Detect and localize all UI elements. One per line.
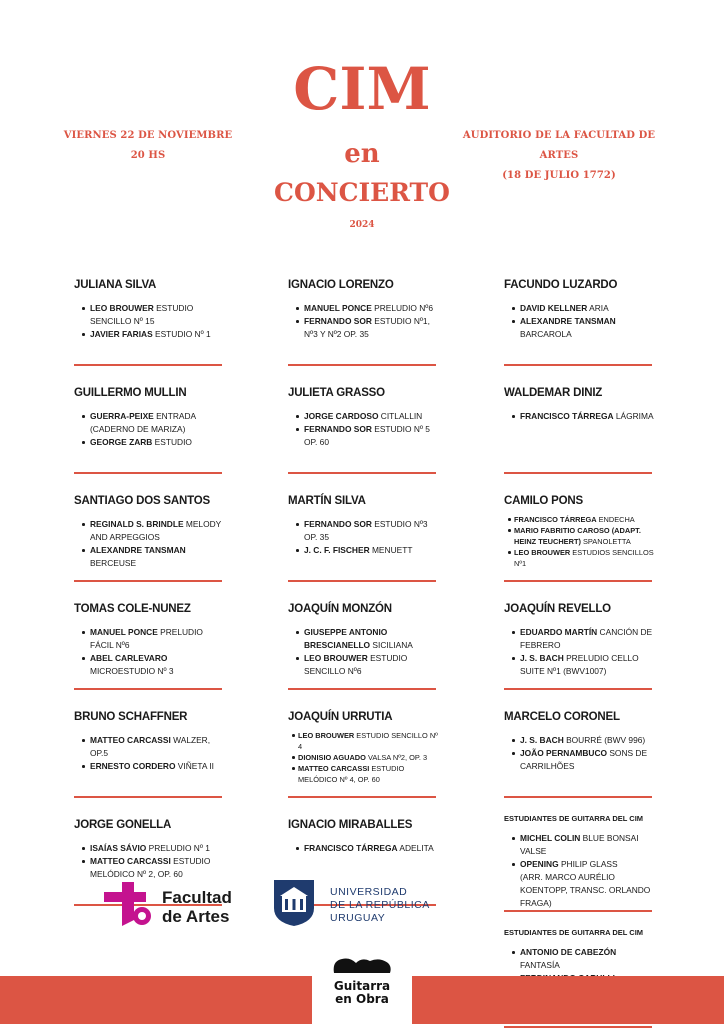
composer-name: FERNANDO SOR (304, 519, 372, 529)
work-title: FANTASÍA (520, 960, 560, 970)
work-title: ESTUDIO SENCILLO Nº6 (304, 653, 408, 676)
divider-rule (504, 1026, 652, 1028)
divider-rule (288, 796, 436, 798)
composer-name: MATTEO CARCASSI (90, 856, 171, 866)
repertoire-item (298, 730, 438, 752)
repertoire-item (304, 626, 438, 652)
fa-line-2: de Artes (162, 907, 230, 926)
performer-name: IGNACIO MIRABALLES (288, 819, 413, 831)
composer-name: MARIO FABRITIO CAROSO (ADAPT. HEINZ TEUCHERT) (514, 526, 641, 546)
composer-name: MICHEL COLIN (520, 833, 581, 843)
performer-name: GUILLERMO MULLIN (74, 387, 187, 399)
performer-block (288, 602, 438, 698)
students-heading: ESTUDIANTES DE GUITARRA DEL CIM (504, 814, 644, 823)
work-title: SPANOLETTA (580, 537, 631, 546)
performer-name: WALDEMAR DINIZ (504, 387, 603, 399)
work-title: MELODY AND ARPEGGIOS (90, 519, 222, 542)
composer-name: JOÃO PERNAMBUCO (520, 748, 608, 758)
divider-rule (504, 910, 652, 912)
work-title: PHILIP GLASS (558, 859, 618, 869)
performer-name: IGNACIO LORENZO (288, 279, 394, 291)
divider-rule (504, 580, 652, 582)
repertoire-item (90, 518, 224, 544)
udelar-line-3: URUGUAY (330, 912, 386, 924)
work-title: BERCEUSE (90, 558, 137, 568)
performer-name: SANTIAGO DOS SANTOS (74, 495, 210, 507)
facultad-de-artes-mark-icon (100, 878, 156, 930)
performer-name: JOAQUÍN MONZÓN (288, 603, 392, 615)
program-column-3 (504, 266, 656, 1036)
program-column-1 (74, 266, 224, 914)
repertoire-item (90, 410, 224, 436)
repertoire-item (520, 626, 656, 652)
composer-name: GIUSEPPE ANTONIO BRESCIANELLO (304, 627, 388, 650)
performer-name: FACUNDO LUZARDO (504, 279, 618, 291)
work-title: ESTUDIO Nº3 OP. 35 (304, 519, 428, 542)
divider-rule (288, 688, 436, 690)
composer-name: DIONISIO AGUADO (298, 753, 366, 762)
composer-name: GUERRA-PEIXE (90, 411, 154, 421)
repertoire-item (514, 514, 656, 525)
repertoire-list (288, 410, 438, 449)
composer-name: FRANCISCO TÁRREGA (304, 843, 398, 853)
repertoire-list (504, 514, 656, 569)
repertoire-item (520, 871, 656, 910)
work-title: BOURRÉ (BWV 996) (563, 735, 646, 745)
work-title: ESTUDIOS SENCILLOS Nº1 (514, 548, 654, 568)
repertoire-list (504, 734, 656, 773)
composer-name: LEO BROUWER (298, 731, 355, 740)
composer-name: FRANCISCO TÁRREGA (514, 515, 597, 524)
program-column-2 (288, 266, 438, 914)
repertoire-item (90, 626, 224, 652)
work-title: ENDECHA (596, 515, 635, 524)
repertoire-item (304, 302, 438, 315)
repertoire-item (90, 652, 224, 678)
repertoire-list (74, 410, 224, 449)
guitarra-line-1: Guitarra (333, 979, 391, 993)
event-date: VIERNES 22 DE NOVIEMBRE (63, 130, 233, 141)
performer-block (288, 494, 438, 590)
title-year: 2024 (349, 220, 375, 230)
work-title: ARIA (587, 303, 609, 313)
repertoire-list (74, 842, 224, 881)
composer-name: J. C. F. FISCHER (304, 545, 370, 555)
work-title: ESTUDIO Nº 5 OP. 60 (304, 424, 430, 447)
repertoire-item (90, 328, 224, 341)
work-title: ESTUDIO MELÓDICO Nº 2, OP. 60 (90, 856, 211, 879)
repertoire-item (520, 302, 656, 315)
udelar-line-2: DE LA REPÚBLICA (330, 899, 430, 911)
guitarra-line-2: en Obra (335, 992, 389, 1006)
composer-name: FERNANDO SOR (304, 316, 372, 326)
repertoire-list (74, 626, 224, 678)
divider-rule (74, 688, 222, 690)
repertoire-item (520, 747, 656, 773)
event-time: 20 HS (130, 150, 166, 161)
composer-name: LEO BROUWER (90, 303, 154, 313)
composer-name: ALEXANDRE TANSMAN (520, 316, 616, 326)
repertoire-item (304, 842, 438, 855)
repertoire-list (288, 730, 438, 785)
udelar-line-1: UNIVERSIDAD (330, 886, 408, 898)
repertoire-item (520, 652, 656, 678)
composer-name: J. S. BACH (520, 653, 564, 663)
composer-name: FERNANDO SOR (304, 424, 372, 434)
repertoire-item (304, 423, 438, 449)
composer-name: MATTEO CARCASSI (90, 735, 171, 745)
divider-rule (74, 364, 222, 366)
performer-name: JULIETA GRASSO (288, 387, 385, 399)
work-title: ESTUDIO MELÓDICO Nº 4, OP. 60 (298, 764, 405, 784)
composer-name: GEORGE ZARB (90, 437, 153, 447)
work-title: SONS DE CARRILHÕES (520, 748, 648, 771)
work-title: ESTUDIO SENCILLO Nº 4 (298, 731, 438, 751)
composer-name: ISAÍAS SÁVIO (90, 843, 147, 853)
work-title: PRELUDIO FÁCIL Nº6 (90, 627, 203, 650)
title-en: en (344, 139, 380, 169)
repertoire-list (74, 518, 224, 570)
composer-name: MANUEL PONCE (90, 627, 158, 637)
composer-name: ABEL CARLEVARO (90, 653, 168, 663)
work-title: (ARR. MARCO AURÉLIO KOENTOPP, TRANSC. ORLANDO FRAGA) (520, 872, 651, 908)
event-venue (452, 126, 666, 186)
work-title: BARCAROLA (520, 329, 572, 339)
work-title: WALZER, OP.5 (90, 735, 211, 758)
work-title: ESTUDIO Nº1, Nº3 Y Nº2 OP. 35 (304, 316, 430, 339)
repertoire-list (288, 842, 438, 855)
composer-name: LEO BROUWER (514, 548, 571, 557)
title-concierto: CONCIERTO (274, 178, 450, 207)
performer-block (74, 602, 224, 698)
repertoire-item (514, 525, 656, 547)
repertoire-item (90, 734, 224, 760)
students-heading: ESTUDIANTES DE GUITARRA DEL CIM (504, 928, 644, 937)
divider-rule (74, 580, 222, 582)
performer-name: BRUNO SCHAFFNER (74, 711, 188, 723)
work-title: MICROESTUDIO Nº 3 (90, 666, 174, 676)
repertoire-item (304, 544, 438, 557)
work-title: VIÑETA II (175, 761, 214, 771)
work-title: ESTUDIO SENCILLO Nº 15 (90, 303, 194, 326)
repertoire-item (298, 752, 438, 763)
venue-name: AUDITORIO DE LA FACULTAD DE ARTES (462, 130, 656, 161)
repertoire-list (74, 302, 224, 341)
composer-name: JORGE CARDOSO (304, 411, 379, 421)
performer-block (74, 710, 224, 806)
composer-name: REGINALD S. BRINDLE (90, 519, 184, 529)
performer-name: MARTÍN SILVA (288, 495, 366, 507)
performer-name: MARCELO CORONEL (504, 711, 620, 723)
performer-name: JULIANA SILVA (74, 279, 157, 291)
repertoire-item (520, 832, 656, 858)
repertoire-item (90, 436, 224, 449)
work-title: ESTUDIO (152, 437, 192, 447)
repertoire-item (90, 302, 224, 328)
students-block (504, 814, 656, 920)
performer-block (504, 710, 656, 806)
composer-name: MANUEL PONCE (304, 303, 372, 313)
repertoire-item (520, 858, 656, 871)
work-title: MENUETT (369, 545, 413, 555)
performer-name: TOMAS COLE-NUNEZ (74, 603, 191, 615)
work-title: LÁGRIMA (613, 411, 654, 421)
performer-block (74, 386, 224, 482)
performer-name: JORGE GONELLA (74, 819, 172, 831)
performer-block (74, 494, 224, 590)
udelar-shield-icon (272, 878, 316, 928)
event-date-time (62, 126, 234, 166)
work-title: ENTRADA (CADERNO DE MARIZA) (90, 411, 196, 434)
repertoire-item (90, 842, 224, 855)
work-title: SICILIANA (370, 640, 413, 650)
composer-name: ERNESTO CORDERO (90, 761, 176, 771)
performer-block (288, 710, 438, 806)
composer-name: JAVIER FARIAS (90, 329, 153, 339)
guitar-shape-icon (330, 955, 394, 975)
repertoire-item (520, 410, 656, 423)
performer-block (504, 602, 656, 698)
repertoire-list (288, 302, 438, 341)
work-title: ESTUDIO Nº 1 (152, 329, 211, 339)
repertoire-item (304, 652, 438, 678)
work-title: PRELUDIO Nº 1 (146, 843, 210, 853)
repertoire-list (288, 626, 438, 678)
work-title: ADELITA (397, 843, 434, 853)
repertoire-item (90, 760, 224, 773)
work-title: CANCIÓN DE FEBRERO (520, 627, 653, 650)
performer-block (504, 494, 656, 590)
work-title: PRELUDIO Nº6 (371, 303, 434, 313)
repertoire-list (504, 410, 656, 423)
repertoire-item (304, 410, 438, 423)
repertoire-item (520, 734, 656, 747)
composer-name: MATTEO CARCASSI (298, 764, 370, 773)
fa-line-1: Facultad (162, 888, 232, 907)
repertoire-list (288, 518, 438, 557)
work-title: BLUE BONSAI VALSE (520, 833, 639, 856)
divider-rule (504, 364, 652, 366)
performer-name: JOAQUÍN URRUTIA (288, 711, 393, 723)
composer-name: OPENING (520, 859, 559, 869)
repertoire-item (514, 547, 656, 569)
composer-name: LEO BROUWER (304, 653, 368, 663)
composer-name: EDUARDO MARTÍN (520, 627, 598, 637)
divider-rule (74, 472, 222, 474)
divider-rule (504, 472, 652, 474)
performer-block (288, 386, 438, 482)
divider-rule (504, 796, 652, 798)
composer-name: J. S. BACH (520, 735, 564, 745)
repertoire-item (90, 544, 224, 570)
repertoire-item (520, 315, 656, 341)
guitarra-en-obra-logo (322, 955, 402, 1019)
repertoire-list (504, 302, 656, 341)
performer-block (504, 278, 656, 374)
performer-name: CAMILO PONS (504, 495, 583, 507)
performer-name: JOAQUÍN REVELLO (504, 603, 611, 615)
repertoire-item (304, 518, 438, 544)
repertoire-list (74, 734, 224, 773)
composer-name: ANTONIO DE CABEZÓN (520, 947, 617, 957)
work-title: CITLALLIN (378, 411, 423, 421)
repertoire-item (298, 763, 438, 785)
composer-name: DAVID KELLNER (520, 303, 588, 313)
repertoire-item (520, 946, 656, 972)
facultad-de-artes-logo (100, 878, 240, 932)
divider-rule (74, 796, 222, 798)
title-cim: CIM (293, 55, 431, 123)
divider-rule (288, 472, 436, 474)
venue-address: (18 DE JULIO 1772) (502, 170, 616, 181)
divider-rule (504, 688, 652, 690)
composer-name: FRANCISCO TÁRREGA (520, 411, 614, 421)
divider-rule (288, 364, 436, 366)
repertoire-list (504, 626, 656, 678)
work-title: VALSA Nº2, OP. 3 (365, 753, 428, 762)
composer-name: ALEXANDRE TANSMAN (90, 545, 186, 555)
repertoire-list (504, 832, 656, 910)
performer-block (504, 386, 656, 482)
repertoire-item (304, 315, 438, 341)
performer-block (288, 278, 438, 374)
udelar-logo (272, 878, 432, 932)
performer-block (74, 278, 224, 374)
divider-rule (288, 580, 436, 582)
work-title: PRELUDIO CELLO SUITE Nº1 (BWV1007) (520, 653, 639, 676)
